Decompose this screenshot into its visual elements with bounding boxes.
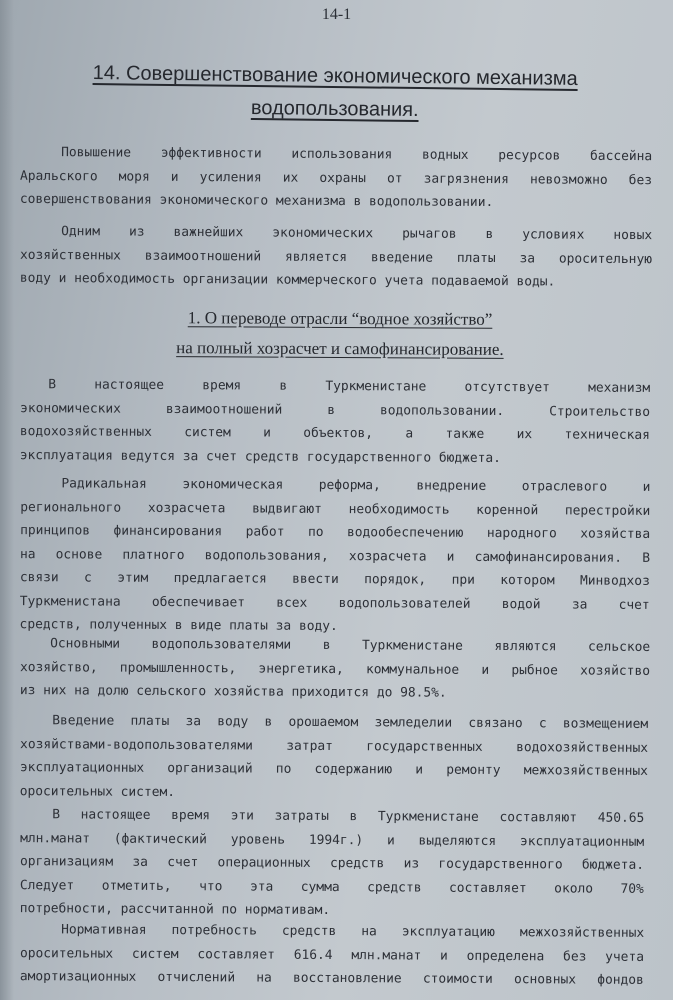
chapter-title-line2: водопользования. bbox=[250, 96, 419, 122]
paragraph-intro-2 bbox=[20, 220, 652, 295]
paragraph-section-1 bbox=[20, 373, 651, 471]
paragraph-section-4 bbox=[20, 709, 649, 807]
section-title bbox=[120, 303, 560, 365]
paragraph-line: Одним из важнейших экономических рычагов в условиях новых bbox=[61, 224, 653, 244]
paragraph-line: оросительных систем. bbox=[19, 783, 176, 800]
paragraph-line: средств, полученных в виде платы за воду. bbox=[19, 617, 338, 635]
paragraph-line: связи с этим предлагается ввести порядок, при котором Минводхоз bbox=[19, 570, 650, 589]
paragraph-line: Основными водопользователями в Туркменистане являются сельское bbox=[50, 636, 651, 655]
paragraph-line: воду и необходимость организации коммерческого учета подаваемой воды. bbox=[19, 270, 556, 290]
paragraph-line: хозяйственных взаимоотношений является введение платы за оросительную bbox=[19, 247, 653, 267]
paragraph-line: эксплуатация ведутся за счет средств государственного бюджета. bbox=[19, 447, 502, 466]
paragraph-line: хозяйство, промышленность, энергетика, коммунальное и рыбное хозяйство bbox=[19, 659, 651, 679]
paragraph-line: хозяйствами-водопользователями затрат государственных водохозяйственных bbox=[20, 736, 649, 756]
page-number: 14-1 bbox=[321, 6, 352, 23]
paragraph-section-5 bbox=[20, 803, 645, 924]
paragraph-line: Туркменистана обеспечивает всех водопользователей водой за счет bbox=[19, 593, 650, 613]
paragraph-line: Аральского моря и усиления их охраны от загрязнения невозможно без bbox=[19, 168, 653, 188]
paragraph-line: на основе платного водопользования, хозрасчета и самофинансирования. В bbox=[19, 546, 651, 566]
paragraph-line: организациям за счет операционных средств из государственного бюджета. bbox=[19, 854, 645, 873]
paragraph-intro-1 bbox=[20, 141, 652, 216]
paragraph-line: эксплуатационных организаций по содержанию и ремонту межхозяйственных bbox=[19, 760, 648, 779]
chapter-title bbox=[70, 57, 601, 129]
paragraph-section-3 bbox=[20, 632, 650, 706]
paragraph-line: Радикальная экономическая реформа, внедрение отраслевого и bbox=[61, 476, 651, 495]
paragraph-line: экономических взаимоотношений в водопользовании. Строительство bbox=[20, 400, 651, 420]
section-title-line2: на полный хозрасчет и самофинансирование. bbox=[176, 338, 504, 359]
paragraph-line: Следует отметить, что эта сумма средств составляет около 70% bbox=[19, 877, 644, 897]
paragraph-line: из них на долю сельского хозяйства приходится до 98.5%. bbox=[19, 683, 447, 701]
paragraph-line: Нормативная потребность средств на эксплуатацию межхозяйственных bbox=[61, 922, 645, 941]
paragraph-line: амортизационных отчислений на восстановление стоимости основных фондов bbox=[19, 969, 644, 988]
paragraph-line: В настоящее время эти затраты в Туркменистане составляют 450.65 bbox=[52, 807, 645, 826]
paragraph-section-6 bbox=[20, 918, 644, 992]
chapter-title-line1: 14. Совершенствование экономического механизма bbox=[92, 62, 578, 90]
paragraph-section-2 bbox=[20, 472, 651, 640]
paragraph-line: Введение платы за воду в орошаемом земледелии связано с возмещением bbox=[52, 713, 649, 732]
paragraph-line: совершенствования экономического механизма в водопользовании. bbox=[19, 191, 494, 211]
paragraph-line: потребности, рассчитанной по нормативам. bbox=[19, 901, 331, 918]
section-title-line1: 1. О переводе отрасли “водное хозяйство” bbox=[187, 308, 493, 329]
paragraph-line: регионального хозрасчета выдвигают необходимость коренной перестройки bbox=[20, 499, 651, 519]
paragraph-line: млн.манат (фактический уровень 1994г.) и выделяются эксплуатационным bbox=[20, 830, 645, 850]
paragraph-line: В настоящее время в Туркменистане отсутствует механизм bbox=[48, 377, 651, 396]
paragraph-line: водохозяйственных систем и объектов, а также их техническая bbox=[19, 424, 650, 443]
paragraph-line: оросительных систем составляет 616.4 млн.манат и определена без учета bbox=[19, 945, 645, 965]
page-edge-shadow bbox=[0, 0, 14, 1000]
paragraph-line: Повышение эффективности использования водных ресурсов бассейна bbox=[61, 145, 653, 165]
paragraph-line: принципов финансирования работ по водообеспечению народного хозяйства bbox=[20, 523, 651, 542]
